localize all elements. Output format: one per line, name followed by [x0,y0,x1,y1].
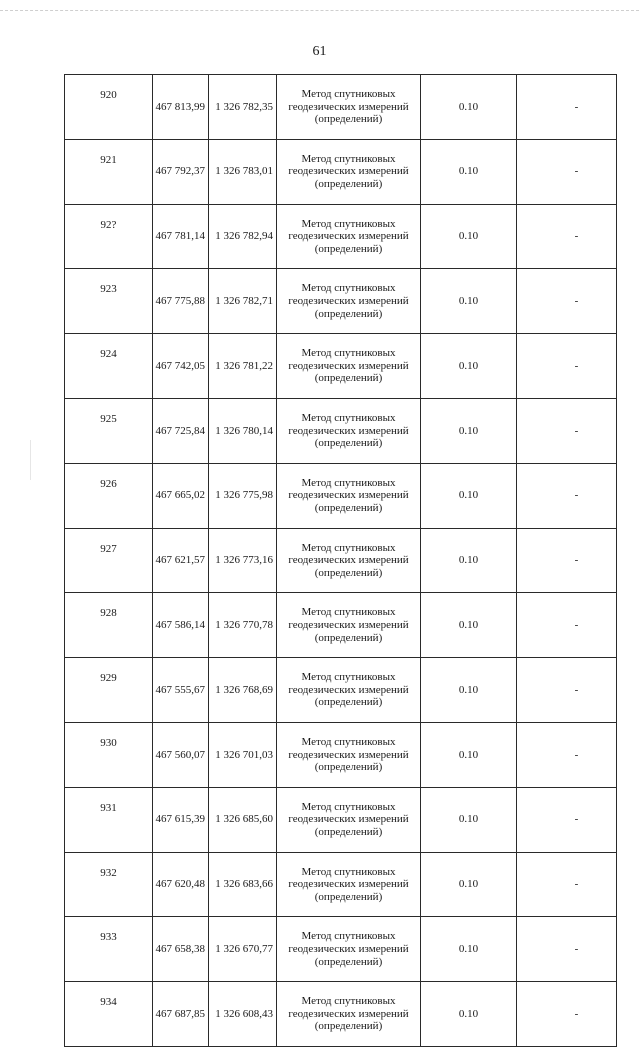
point-number: 928 [65,593,153,658]
precision-value: 0.10 [421,593,517,658]
table-row [65,917,617,982]
table-row [65,204,617,269]
precision-value: 0.10 [421,787,517,852]
method-line: геодезических измерений [288,878,409,891]
precision-value: 0.10 [421,852,517,917]
method-line: Метод спутниковых [301,282,396,295]
coordinate-y: 1 326 773,16 [209,528,277,593]
note-dash: - [517,982,617,1047]
precision-value: 0.10 [421,334,517,399]
method-line: (определений) [314,825,383,838]
coordinate-y: 1 326 780,14 [209,398,277,463]
point-number: 925 [65,398,153,463]
method-line: (определений) [314,955,383,968]
method-cell [277,658,421,723]
method-cell [277,334,421,399]
coordinate-y: 1 326 781,22 [209,334,277,399]
method-line: Метод спутниковых [301,152,396,165]
coordinate-x: 467 621,57 [153,528,209,593]
coordinate-x: 467 781,14 [153,204,209,269]
method-line: (определений) [314,761,383,774]
method-line: (определений) [314,566,383,579]
coordinate-x: 467 813,99 [153,75,209,140]
method-cell [277,204,421,269]
method-line: геодезических измерений [288,100,409,113]
table-row [65,139,617,204]
coordinate-y: 1 326 701,03 [209,722,277,787]
coordinate-y: 1 326 770,78 [209,593,277,658]
point-number: 933 [65,917,153,982]
precision-value: 0.10 [421,528,517,593]
method-cell [277,139,421,204]
method-line: (определений) [314,307,383,320]
coordinate-x: 467 725,84 [153,398,209,463]
method-cell [277,398,421,463]
method-line: геодезических измерений [288,1007,409,1020]
method-cell [277,917,421,982]
method-line: Метод спутниковых [301,606,396,619]
precision-value: 0.10 [421,269,517,334]
method-line: геодезических измерений [288,683,409,696]
method-line: Метод спутниковых [301,995,396,1008]
precision-value: 0.10 [421,75,517,140]
coordinate-y: 1 326 783,01 [209,139,277,204]
table-row [65,75,617,140]
note-dash: - [517,528,617,593]
method-line: Метод спутниковых [301,865,396,878]
scan-artifact [30,440,31,480]
coordinates-table [64,74,617,1047]
note-dash: - [517,852,617,917]
point-number: 924 [65,334,153,399]
note-dash: - [517,917,617,982]
table-row [65,269,617,334]
note-dash: - [517,204,617,269]
note-dash: - [517,334,617,399]
coordinate-y: 1 326 775,98 [209,463,277,528]
coordinate-x: 467 742,05 [153,334,209,399]
coordinate-x: 467 792,37 [153,139,209,204]
method-cell [277,593,421,658]
method-line: Метод спутниковых [301,87,396,100]
method-line: геодезических измерений [288,294,409,307]
method-line: Метод спутниковых [301,541,396,554]
coordinate-y: 1 326 685,60 [209,787,277,852]
method-line: Метод спутниковых [301,735,396,748]
coordinates-table-body [65,75,617,1047]
method-cell [277,75,421,140]
table-row [65,463,617,528]
point-number: 934 [65,982,153,1047]
coordinate-y: 1 326 782,71 [209,269,277,334]
method-line: Метод спутниковых [301,217,396,230]
precision-value: 0.10 [421,139,517,204]
note-dash: - [517,658,617,723]
table-row [65,722,617,787]
precision-value: 0.10 [421,463,517,528]
method-line: (определений) [314,113,383,126]
method-line: Метод спутниковых [301,476,396,489]
method-line: (определений) [314,372,383,385]
coordinate-y: 1 326 608,43 [209,982,277,1047]
point-number: 927 [65,528,153,593]
point-number: 930 [65,722,153,787]
precision-value: 0.10 [421,658,517,723]
page-number: 61 [312,44,327,59]
method-line: Метод спутниковых [301,347,396,360]
note-dash: - [517,398,617,463]
note-dash: - [517,75,617,140]
coordinate-y: 1 326 768,69 [209,658,277,723]
coordinate-x: 467 665,02 [153,463,209,528]
coordinate-x: 467 555,67 [153,658,209,723]
precision-value: 0.10 [421,398,517,463]
precision-value: 0.10 [421,982,517,1047]
method-cell [277,269,421,334]
point-number: 92? [65,204,153,269]
method-cell [277,852,421,917]
method-line: геодезических измерений [288,230,409,243]
method-cell [277,463,421,528]
method-cell [277,722,421,787]
method-line: (определений) [314,631,383,644]
table-row [65,334,617,399]
coordinate-x: 467 560,07 [153,722,209,787]
table-row [65,852,617,917]
note-dash: - [517,787,617,852]
method-line: геодезических измерений [288,618,409,631]
table-row [65,593,617,658]
table-row [65,528,617,593]
method-line: (определений) [314,437,383,450]
point-number: 929 [65,658,153,723]
method-line: Метод спутниковых [301,671,396,684]
note-dash: - [517,139,617,204]
method-line: Метод спутниковых [301,930,396,943]
coordinate-x: 467 687,85 [153,982,209,1047]
coordinate-y: 1 326 683,66 [209,852,277,917]
method-cell [277,982,421,1047]
method-line: геодезических измерений [288,424,409,437]
note-dash: - [517,269,617,334]
table-row [65,658,617,723]
point-number: 931 [65,787,153,852]
note-dash: - [517,593,617,658]
coordinate-y: 1 326 670,77 [209,917,277,982]
method-line: геодезических измерений [288,489,409,502]
table-row [65,982,617,1047]
method-line: геодезических измерений [288,554,409,567]
note-dash: - [517,463,617,528]
page-top-rule [0,10,639,11]
method-line: (определений) [314,890,383,903]
table-row [65,787,617,852]
coordinate-y: 1 326 782,94 [209,204,277,269]
method-line: геодезических измерений [288,748,409,761]
coordinate-x: 467 586,14 [153,593,209,658]
coordinate-y: 1 326 782,35 [209,75,277,140]
method-line: геодезических измерений [288,359,409,372]
precision-value: 0.10 [421,204,517,269]
coordinate-x: 467 620,48 [153,852,209,917]
point-number: 926 [65,463,153,528]
method-line: Метод спутниковых [301,411,396,424]
method-line: (определений) [314,178,383,191]
method-line: геодезических измерений [288,942,409,955]
precision-value: 0.10 [421,722,517,787]
method-line: геодезических измерений [288,813,409,826]
method-cell [277,528,421,593]
method-line: Метод спутниковых [301,800,396,813]
method-line: геодезических измерений [288,165,409,178]
method-line: (определений) [314,242,383,255]
point-number: 923 [65,269,153,334]
precision-value: 0.10 [421,917,517,982]
point-number: 921 [65,139,153,204]
method-cell [277,787,421,852]
method-line: (определений) [314,1020,383,1033]
coordinate-x: 467 658,38 [153,917,209,982]
method-line: (определений) [314,696,383,709]
method-line: (определений) [314,502,383,514]
point-number: 932 [65,852,153,917]
point-number: 920 [65,75,153,140]
note-dash: - [517,722,617,787]
table-row [65,398,617,463]
coordinate-x: 467 775,88 [153,269,209,334]
coordinate-x: 467 615,39 [153,787,209,852]
